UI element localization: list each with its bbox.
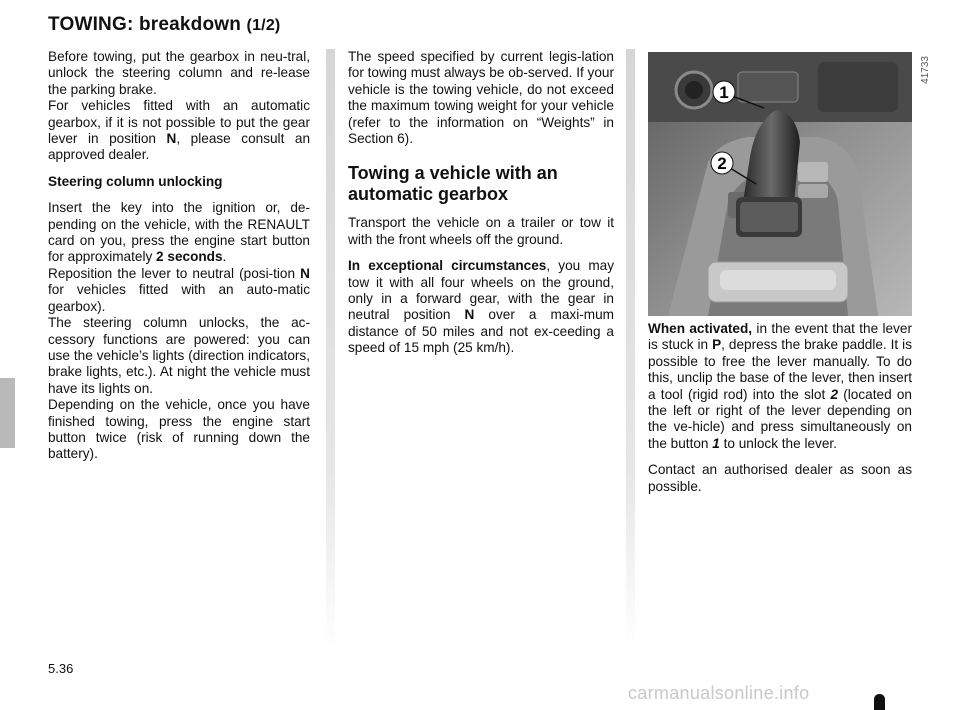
callout-2-label: 2 [717,154,727,173]
column-2 [348,49,614,357]
column-divider [626,49,635,649]
watermark: carmanualsonline.info [628,683,810,703]
intro-paragraph: Before towing, put the gearbox in neu-tral, unlock the steering column and re-lease the parking brake. [48,49,310,97]
column-3 [648,321,912,495]
paragraph-exceptional: In exceptional circumstances, you may tow it with all four wheels on the ground, only in a forward gear, with the gear in neutral position N over a maxi-mum distance of 50 miles and not ex-ceeding a speed of 15 mph (25 km/h). [348,258,614,356]
title-text: TOWING: breakdown [48,14,242,35]
paragraph: Reposition the lever to neutral (posi-tion N for vehicles fitted with an auto-matic gearbox). [48,265,310,314]
figure-id: 41733 [920,56,931,84]
title-part-indicator: (1/2) [246,17,281,34]
paragraph: The steering column unlocks, the ac-cessory functions are powered: you can use the vehicle’s lights (direction indicators, brake lights, etc.). At night the vehicle must have its lights on. [48,315,310,396]
heading-automatic-gearbox: Towing a vehicle with an automatic gearbox [348,163,558,205]
column-1 [48,49,310,463]
paragraph-when-activated: When activated, in the event that the lever is stuck in P, depress the brake paddle. It is possible to free the lever manually. To do this, unclip the base of the lever, then insert a tool (rigid rod) into the slot 2 (located on the left or right of the lever depending on the ve-hicle) and press simultaneously on the button 1 to unlock the lever. [648,321,912,451]
callout-1-label: 1 [719,83,729,102]
paragraph: Depending on the vehicle, once you have finished towing, press the engine start button twice (risk of running down the battery). [48,397,310,462]
gear-lever-photo [648,52,912,316]
section-tab [0,378,15,448]
paragraph-speed: The speed specified by current legis-lation for towing must always be ob-served. If your vehicle is the towing vehicle, do not exceed the maximum towing weight for your vehicle (refer to the information on “Weights” in Section 6). [348,49,614,147]
page-number: 5.36 [48,661,74,676]
corner-mark [874,694,885,710]
page-title [48,14,280,36]
paragraph: Transport the vehicle on a trailer or tow it with the front wheels off the ground. [348,215,614,247]
intro-automatic-paragraph: For vehicles fitted with an automatic gearbox, if it is not possible to put the gear lever in position N, please consult an approved dealer. [48,98,311,163]
subheading-steering-unlock: Steering column unlocking [48,173,223,189]
paragraph-contact: Contact an authorised dealer as soon as possible. [648,462,912,494]
column-divider [326,49,335,649]
paragraph: Insert the key into the ignition or, de-pending on the vehicle, with the RENAULT card on you, press the engine start button for approximately 2 seconds. [48,200,310,265]
